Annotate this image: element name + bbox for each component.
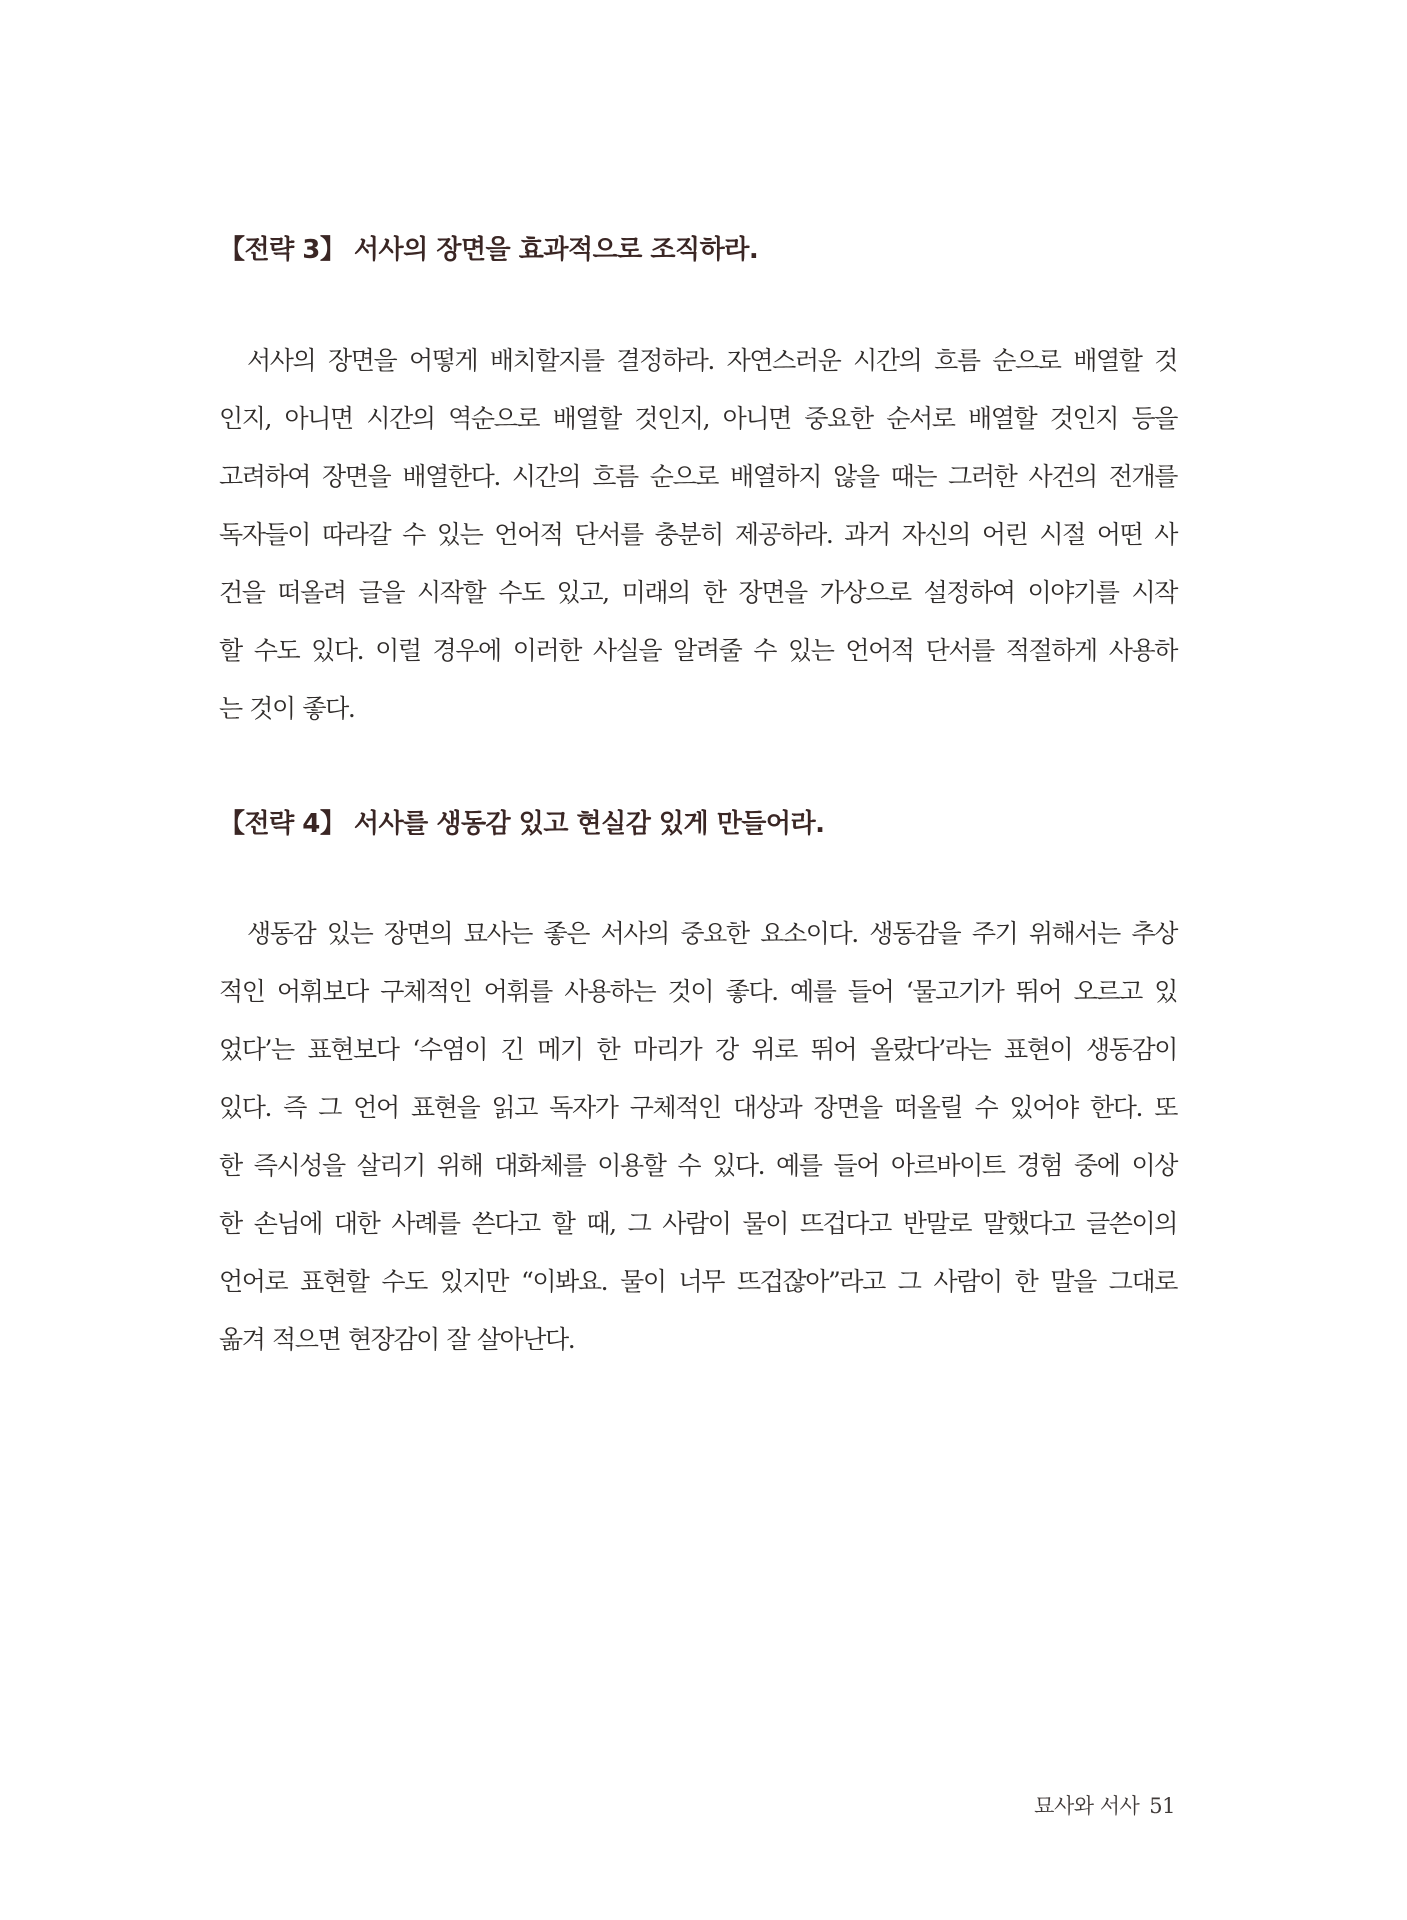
- page-number: 51: [1149, 1794, 1175, 1818]
- paragraph-line: 건을 떠올려 글을 시작할 수도 있고, 미래의 한 장면을 가상으로 설정하여 이야기를 시작: [219, 578, 1177, 607]
- paragraph-line: 인지, 아니면 시간의 역순으로 배열할 것인지, 아니면 중요한 순서로 배열할 것인지 등을: [219, 404, 1177, 433]
- paragraph-line: 옮겨 적으면 현장감이 잘 살아난다.: [219, 1325, 575, 1354]
- strategy-3-heading: 【전략 3】 서사의 장면을 효과적으로 조직하라.: [219, 235, 759, 265]
- page-footer: [1034, 1790, 1175, 1820]
- paragraph-line: 한 손님에 대한 사례를 쓴다고 할 때, 그 사람이 물이 뜨겁다고 반말로 말했다고 글쓴이의: [219, 1209, 1177, 1238]
- strategy-4-heading: 【전략 4】 서사를 생동감 있고 현실감 있게 만들어라.: [219, 809, 825, 839]
- paragraph-line: 한 즉시성을 살리기 위해 대화체를 이용할 수 있다. 예를 들어 아르바이트 경험 중에 이상: [219, 1151, 1177, 1180]
- paragraph-line: 었다’는 표현보다 ‘수염이 긴 메기 한 마리가 강 위로 뛰어 올랐다’라는 표현이 생동감이: [219, 1035, 1177, 1064]
- running-title: 묘사와 서사: [1034, 1794, 1140, 1818]
- paragraph-line: 는 것이 좋다.: [219, 694, 355, 723]
- paragraph-line: 언어로 표현할 수도 있지만 “이봐요. 물이 너무 뜨겁잖아”라고 그 사람이 한 말을 그대로: [219, 1267, 1177, 1296]
- paragraph-line: 서사의 장면을 어떻게 배치할지를 결정하라. 자연스러운 시간의 흐름 순으로 배열할 것: [247, 346, 1177, 375]
- strategy-4-paragraph: [219, 905, 1177, 1369]
- paragraph-line: 적인 어휘보다 구체적인 어휘를 사용하는 것이 좋다. 예를 들어 ‘물고기가 뛰어 오르고 있: [219, 977, 1177, 1006]
- paragraph-line: 독자들이 따라갈 수 있는 언어적 단서를 충분히 제공하라. 과거 자신의 어린 시절 어떤 사: [219, 520, 1177, 549]
- paragraph-line: 고려하여 장면을 배열한다. 시간의 흐름 순으로 배열하지 않을 때는 그러한 사건의 전개를: [219, 462, 1177, 491]
- strategy-3-paragraph: [219, 332, 1177, 738]
- paragraph-line: 생동감 있는 장면의 묘사는 좋은 서사의 중요한 요소이다. 생동감을 주기 위해서는 추상: [247, 919, 1177, 948]
- paragraph-line: 할 수도 있다. 이럴 경우에 이러한 사실을 알려줄 수 있는 언어적 단서를 적절하게 사용하: [219, 636, 1177, 665]
- paragraph-line: 있다. 즉 그 언어 표현을 읽고 독자가 구체적인 대상과 장면을 떠올릴 수 있어야 한다. 또: [219, 1093, 1177, 1122]
